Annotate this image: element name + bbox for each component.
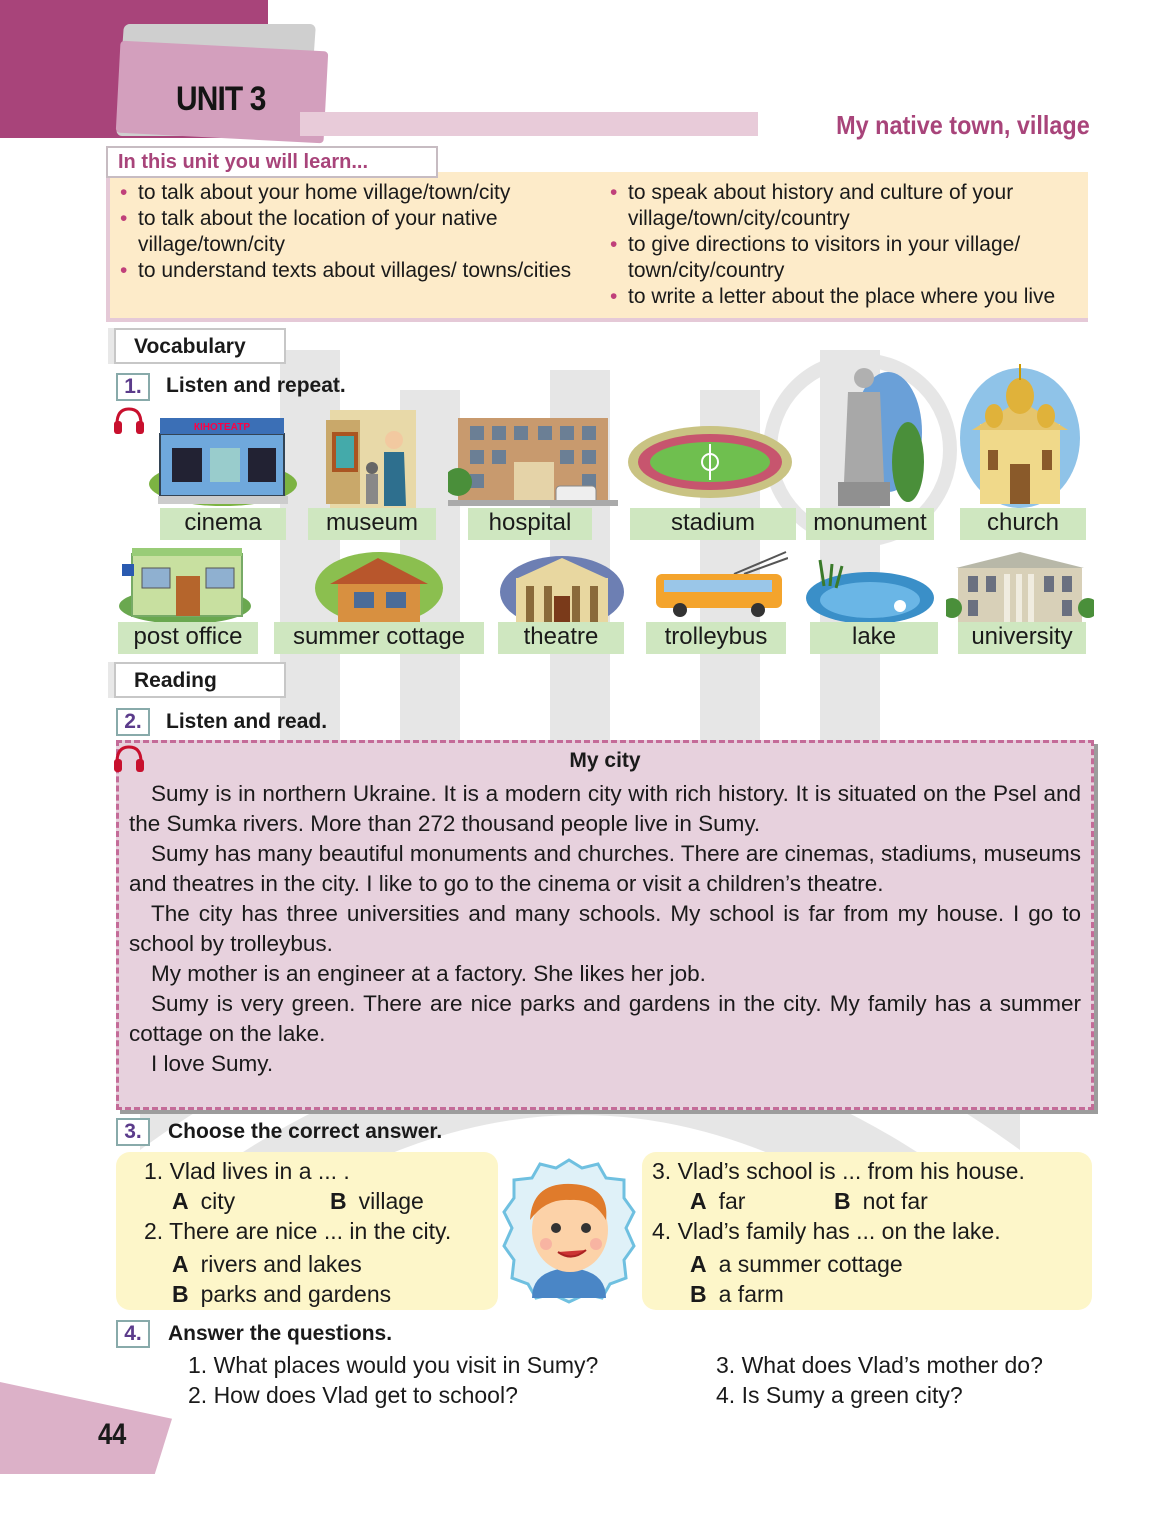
headphones-icon[interactable] <box>112 406 146 436</box>
reading-paragraph: Sumy is in northern Ukraine. It is a modern city with rich history. It is situated on the Psel and the Sumka rivers. More than 272 thousand people live in Sumy. <box>129 781 1081 836</box>
option-text: parks and gardens <box>200 1281 392 1307</box>
boy-portrait <box>502 1158 636 1304</box>
option-text: city <box>200 1188 236 1214</box>
question-item: 2. How does Vlad get to school? <box>188 1382 518 1408</box>
vocab-word-post-office: post office <box>118 622 258 654</box>
summer-cottage-illustration <box>314 550 444 626</box>
page-number: 44 <box>98 1418 127 1451</box>
exercise-number-2: 2. <box>116 708 150 736</box>
museum-illustration <box>320 410 420 510</box>
option-letter: A <box>172 1188 189 1214</box>
question-2-option-b[interactable] <box>172 1281 391 1308</box>
headphones-icon[interactable] <box>112 744 146 774</box>
exercise-number-4: 4. <box>116 1320 150 1348</box>
stadium-illustration <box>626 418 794 502</box>
learning-goals-heading: In this unit you will learn... <box>118 151 369 173</box>
option-letter: A <box>690 1251 707 1277</box>
question-item: 3. What does Vlad’s mother do? <box>716 1352 1043 1378</box>
unit-subtitle: My native town, village <box>836 110 1090 140</box>
reading-paragraph: Sumy has many beautiful monuments and churches. There are cinemas, stadiums, museums and theatres in the city. I like to go to the cinema or visit a children’s theatre. <box>129 841 1082 896</box>
question-2: 2. There are nice ... in the city. <box>144 1218 452 1244</box>
cinema-illustration <box>148 414 298 510</box>
question-3-option-a[interactable] <box>690 1188 745 1215</box>
option-letter: A <box>690 1188 707 1214</box>
learning-goals-box <box>106 172 1088 322</box>
option-text: a farm <box>718 1281 784 1307</box>
monument-illustration <box>818 362 926 512</box>
section-label-text: Vocabulary <box>134 335 246 358</box>
question-1: 1. Vlad lives in a ... . <box>144 1158 350 1184</box>
goal-item: • to give directions to visitors in your village/ town/city/country <box>606 232 1084 284</box>
unit-title: UNIT 3 <box>176 80 266 118</box>
exercise-title-4: Answer the questions. <box>168 1322 393 1345</box>
vocab-word-trolleybus: trolleybus <box>646 622 786 654</box>
reading-paragraph: I love Sumy. <box>151 1051 274 1076</box>
reading-text-box <box>116 740 1094 1110</box>
option-letter: B <box>690 1281 707 1307</box>
vocab-word-cinema: cinema <box>160 508 286 540</box>
goal-item: • to understand texts about villages/ towns/cities <box>116 258 586 284</box>
goal-item: • to write a letter about the place where you live <box>606 284 1084 310</box>
exercise-title-3: Choose the correct answer. <box>168 1120 443 1143</box>
option-text: village <box>358 1188 424 1214</box>
goal-item: • to talk about the location of your native village/town/city <box>116 206 586 258</box>
goal-item: • to speak about history and culture of your village/town/city/country <box>606 180 1084 232</box>
vocab-word-hospital: hospital <box>468 508 592 540</box>
option-text: not far <box>862 1188 928 1214</box>
learning-goals-tab <box>106 146 438 178</box>
theatre-illustration <box>498 552 626 628</box>
option-text: a summer cottage <box>718 1251 903 1277</box>
exercise-number-1: 1. <box>116 373 150 401</box>
option-text: far <box>718 1188 746 1214</box>
post-office-illustration <box>118 546 252 624</box>
church-illustration <box>958 360 1082 508</box>
lake-illustration <box>804 556 936 626</box>
hospital-illustration <box>448 412 618 508</box>
question-4-option-b[interactable] <box>690 1281 784 1308</box>
question-1-option-b[interactable] <box>330 1188 424 1215</box>
vocab-word-stadium: stadium <box>630 508 796 540</box>
reading-title: My city <box>569 749 641 772</box>
question-4: 4. Vlad’s family has ... on the lake. <box>652 1218 1001 1244</box>
vocab-word-museum: museum <box>308 508 436 540</box>
section-label-text: Reading <box>134 669 217 692</box>
option-letter: B <box>330 1188 347 1214</box>
vocab-word-theatre: theatre <box>498 622 624 654</box>
question-item: 1. What places would you visit in Sumy? <box>188 1352 599 1378</box>
option-letter: B <box>834 1188 851 1214</box>
university-illustration <box>946 550 1094 626</box>
trolleybus-illustration <box>654 550 788 618</box>
exercise-number-3: 3. <box>116 1118 150 1146</box>
cinema-sign: КІНОТЕАТР <box>193 422 251 433</box>
vocab-word-church: church <box>960 508 1086 540</box>
section-label-vocabulary <box>114 328 286 364</box>
option-letter: B <box>172 1281 189 1307</box>
goal-item: • to talk about your home village/town/city <box>116 180 586 206</box>
header-strip <box>300 112 758 136</box>
reading-paragraph: The city has three universities and many schools. My school is far from my house. I go to school by trolleybus. <box>129 901 1081 956</box>
reading-paragraph: My mother is an engineer at a factory. She likes her job. <box>151 961 706 986</box>
goals-right-list <box>606 180 1084 310</box>
reading-paragraph: Sumy is very green. There are nice parks and gardens in the city. My family has a summer cottage on the lake. <box>129 991 1081 1046</box>
question-2-option-a[interactable] <box>172 1251 362 1278</box>
vocab-word-monument: monument <box>806 508 934 540</box>
question-1-option-a[interactable] <box>172 1188 235 1215</box>
option-text: rivers and lakes <box>200 1251 362 1277</box>
question-3-option-b[interactable] <box>834 1188 928 1215</box>
reading-body <box>129 779 1081 1079</box>
goals-left-list <box>116 180 586 284</box>
option-letter: A <box>172 1251 189 1277</box>
question-item: 4. Is Sumy a green city? <box>716 1382 963 1408</box>
vocab-word-summer-cottage: summer cottage <box>274 622 484 654</box>
vocab-word-university: university <box>958 622 1086 654</box>
exercise-title-2: Listen and read. <box>166 710 328 733</box>
question-3: 3. Vlad’s school is ... from his house. <box>652 1158 1025 1184</box>
vocab-word-lake: lake <box>810 622 938 654</box>
exercise-title-1: Listen and repeat. <box>166 374 346 397</box>
question-4-option-a[interactable] <box>690 1251 903 1278</box>
section-label-reading <box>114 662 286 698</box>
